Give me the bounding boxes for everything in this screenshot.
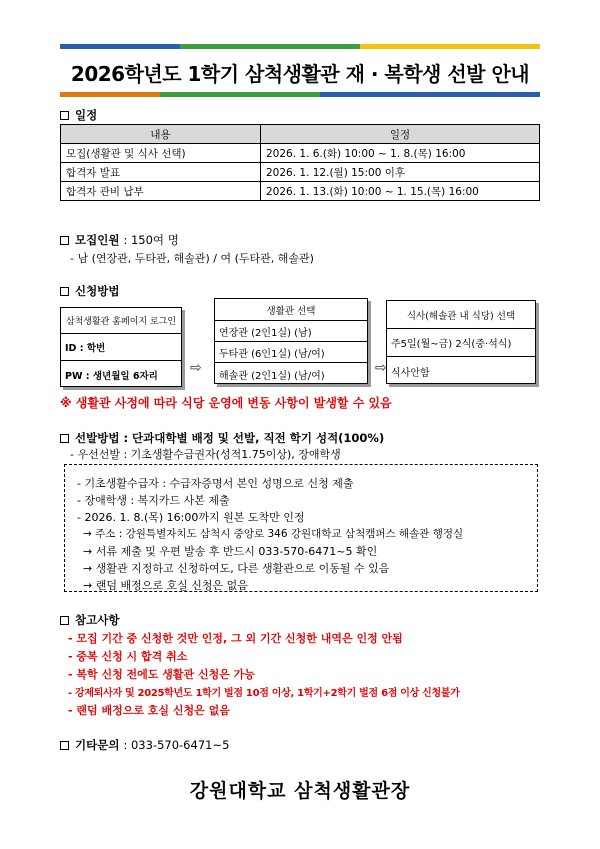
apply-heading: 신청방법 bbox=[60, 283, 119, 299]
reference-item: - 모집 기간 중 신청한 것만 인정, 그 외 기간 신청한 내역은 인정 안됨 bbox=[68, 632, 403, 645]
note-item: → 생활관 지정하고 신청하여도, 다른 생활관으로 이동될 수 있음 bbox=[83, 562, 390, 575]
reference-item: - 복학 신청 전에도 생활관 신청은 가능 bbox=[68, 668, 255, 681]
meal-box bbox=[386, 300, 536, 384]
login-title: 삼척생활관 홈페이지 로그인 bbox=[61, 308, 181, 334]
checkbox-icon bbox=[60, 616, 69, 625]
dorm-option: 연장관 (2인1실) (남) bbox=[215, 321, 367, 342]
reference-item: - 강제퇴사자 및 2025학년도 1학기 벌점 10점 이상, 1학기+2학기 벌점 6점 이상 신청불가 bbox=[68, 688, 460, 699]
login-pw: PW : 생년월일 6자리 bbox=[65, 370, 158, 382]
table-cell: 2026. 1. 12.(월) 15:00 이후 bbox=[261, 163, 540, 182]
table-cell: 합격자 관비 납부 bbox=[61, 182, 261, 201]
selection-heading: 선발방법 : 단과대학별 배정 및 선발, 직전 학기 성적(100%) bbox=[60, 430, 384, 446]
checkbox-icon bbox=[60, 111, 69, 120]
checkbox-icon bbox=[60, 434, 69, 443]
contact-heading: 기타문의 : 033-570-6471~5 bbox=[60, 737, 229, 753]
title-underline-bar bbox=[60, 92, 540, 97]
meal-title: 식사(해솔관 내 식당) 선택 bbox=[387, 301, 535, 329]
note-item: - 기초생활수급자 : 수급자증명서 본인 성명으로 신청 제출 bbox=[77, 477, 354, 490]
reference-item: - 랜덤 배정으로 호실 신청은 없음 bbox=[68, 704, 230, 717]
meal-option: 식사안함 bbox=[391, 367, 430, 379]
login-box bbox=[60, 307, 182, 387]
note-item: → 주소 : 강원특별자치도 삼척시 중앙로 346 강원대학교 삼척캠퍼스 해솔관 행정실 bbox=[83, 528, 464, 540]
reference-item: - 중복 신청 시 합격 취소 bbox=[68, 650, 188, 663]
table-header: 일정 bbox=[261, 125, 540, 144]
recruit-value: : 150여 명 bbox=[123, 233, 179, 247]
note-item: - 장애학생 : 복지카드 사본 제출 bbox=[77, 494, 230, 507]
dorm-title: 생활관 선택 bbox=[215, 299, 367, 321]
checkbox-icon bbox=[60, 741, 69, 750]
contact-value: : 033-570-6471~5 bbox=[123, 738, 230, 752]
footer-signature: 강원대학교 삼척생활관장 bbox=[189, 780, 411, 802]
table-row bbox=[61, 182, 540, 201]
dorm-box bbox=[214, 298, 368, 384]
schedule-heading: 일정 bbox=[60, 107, 97, 123]
note-item: → 서류 제출 및 우편 발송 후 반드시 033-570-6471~5 확인 bbox=[83, 545, 378, 558]
meal-option: 주5일(월~금) 2식(중·석식) bbox=[387, 329, 535, 357]
recruit-detail: - 남 (연장관, 두타관, 해솔관) / 여 (두타관, 해솔관) bbox=[70, 252, 314, 265]
dorm-option: 해솔관 (2인1실) (남/여) bbox=[219, 370, 325, 382]
table-header: 내용 bbox=[61, 125, 261, 144]
table-row bbox=[61, 144, 540, 163]
arrow-right-icon: ⇨ bbox=[190, 360, 202, 376]
page-title: 2026학년도 1학기 삼척생활관 재 · 복학생 선발 안내 bbox=[70, 62, 530, 86]
schedule-table bbox=[60, 124, 540, 201]
login-id: ID : 학번 bbox=[61, 334, 181, 361]
dorm-option: 두타관 (6인1실) (남/여) bbox=[215, 342, 367, 363]
checkbox-icon bbox=[60, 287, 69, 296]
table-cell: 2026. 1. 6.(화) 10:00 ~ 1. 8.(목) 16:00 bbox=[261, 144, 540, 163]
table-cell: 2026. 1. 13.(화) 10:00 ~ 1. 15.(목) 16:00 bbox=[261, 182, 540, 201]
checkbox-icon bbox=[60, 236, 69, 245]
selection-priority: - 우선선발 : 기초생활수급권자(성적1.75이상), 장애학생 bbox=[70, 448, 341, 461]
warning-text: ※ 생활관 사정에 따라 식당 운영에 변동 사항이 발생할 수 있음 bbox=[60, 396, 392, 410]
table-row bbox=[61, 163, 540, 182]
table-cell: 합격자 발표 bbox=[61, 163, 261, 182]
note-item: → 랜덤 배정으로 호실 신청은 없음 bbox=[83, 579, 248, 592]
table-header-row bbox=[61, 125, 540, 144]
table-cell: 모집(생활관 및 식사 선택) bbox=[61, 144, 261, 163]
arrow-right-icon: ⇨ bbox=[375, 360, 387, 376]
selection-notes-box bbox=[64, 464, 538, 592]
recruit-heading: 모집인원 : 150여 명 bbox=[60, 232, 179, 248]
reference-heading: 참고사항 bbox=[60, 612, 119, 628]
note-item: - 2026. 1. 8.(목) 16:00까지 원본 도착만 인정 bbox=[77, 511, 305, 524]
top-color-bar bbox=[60, 44, 540, 49]
